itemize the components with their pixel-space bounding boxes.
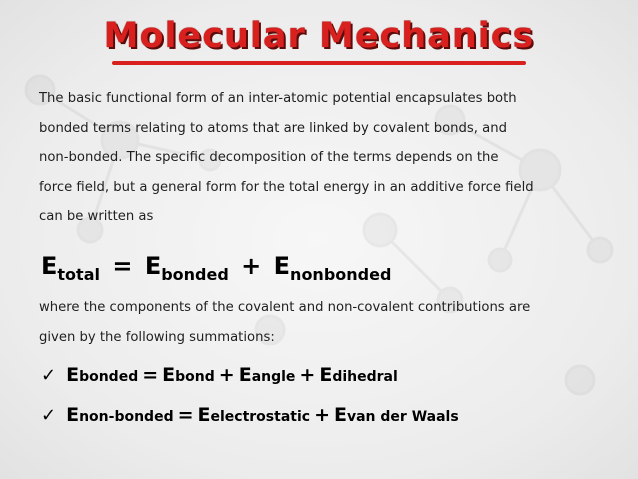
symbol-e: E	[66, 364, 80, 386]
symbol-e: E	[162, 364, 176, 386]
equals-sign: =	[112, 252, 133, 280]
symbol-e: E	[41, 252, 58, 280]
intro-line: force field, but a general form for the total energy in an additive force field	[39, 179, 534, 195]
slide-title: Molecular Mechanics	[103, 16, 535, 56]
symbol-e: E	[319, 364, 333, 386]
intro-line: bonded terms relating to atoms that are linked by covalent bonds, and	[39, 120, 507, 136]
subscript-bonded: bonded	[161, 265, 229, 284]
symbol-e: E	[273, 252, 291, 280]
intro-line: can be written as	[39, 209, 154, 224]
equals-sign: =	[177, 404, 194, 426]
checkmark-icon: ✓	[41, 405, 57, 426]
checkmark-icon: ✓	[41, 365, 57, 386]
intro-line: non-bonded. The specific decomposition of the terms depends on the	[39, 150, 499, 165]
equals-sign: =	[142, 364, 159, 386]
followup-line: where the components of the covalent and non-covalent contributions are	[39, 300, 531, 315]
symbol-e: E	[66, 404, 80, 426]
plus-sign: +	[218, 364, 235, 386]
subscript-van-der-waals: van der Waals	[346, 409, 459, 425]
intro-paragraph	[39, 84, 609, 232]
intro-line: The basic functional form of an inter-atomic potential encapsulates both	[39, 91, 517, 106]
plus-sign: +	[314, 404, 330, 426]
subscript-electrostatic: electrostatic	[210, 409, 311, 425]
symbol-e: E	[197, 404, 211, 426]
symbol-e: E	[144, 252, 162, 280]
subscript-nonbonded: nonbonded	[290, 265, 392, 284]
subscript-bonded: bonded	[79, 369, 139, 385]
subscript-dihedral: dihedral	[332, 369, 398, 385]
plus-sign: +	[241, 252, 262, 280]
bullet-nonbonded-equation	[41, 404, 459, 426]
subscript-non-bonded: non-bonded	[79, 409, 174, 425]
total-energy-equation	[41, 252, 391, 284]
followup-line: given by the following summations:	[39, 329, 275, 345]
subscript-bond: bond	[175, 369, 215, 385]
symbol-e: E	[238, 364, 252, 386]
subscript-angle: angle	[251, 369, 296, 385]
followup-paragraph	[39, 293, 609, 352]
subscript-total: total	[57, 265, 100, 284]
title-underline	[112, 61, 526, 65]
plus-sign: +	[299, 364, 316, 386]
symbol-e: E	[334, 404, 347, 426]
bullet-bonded-equation	[41, 364, 398, 386]
